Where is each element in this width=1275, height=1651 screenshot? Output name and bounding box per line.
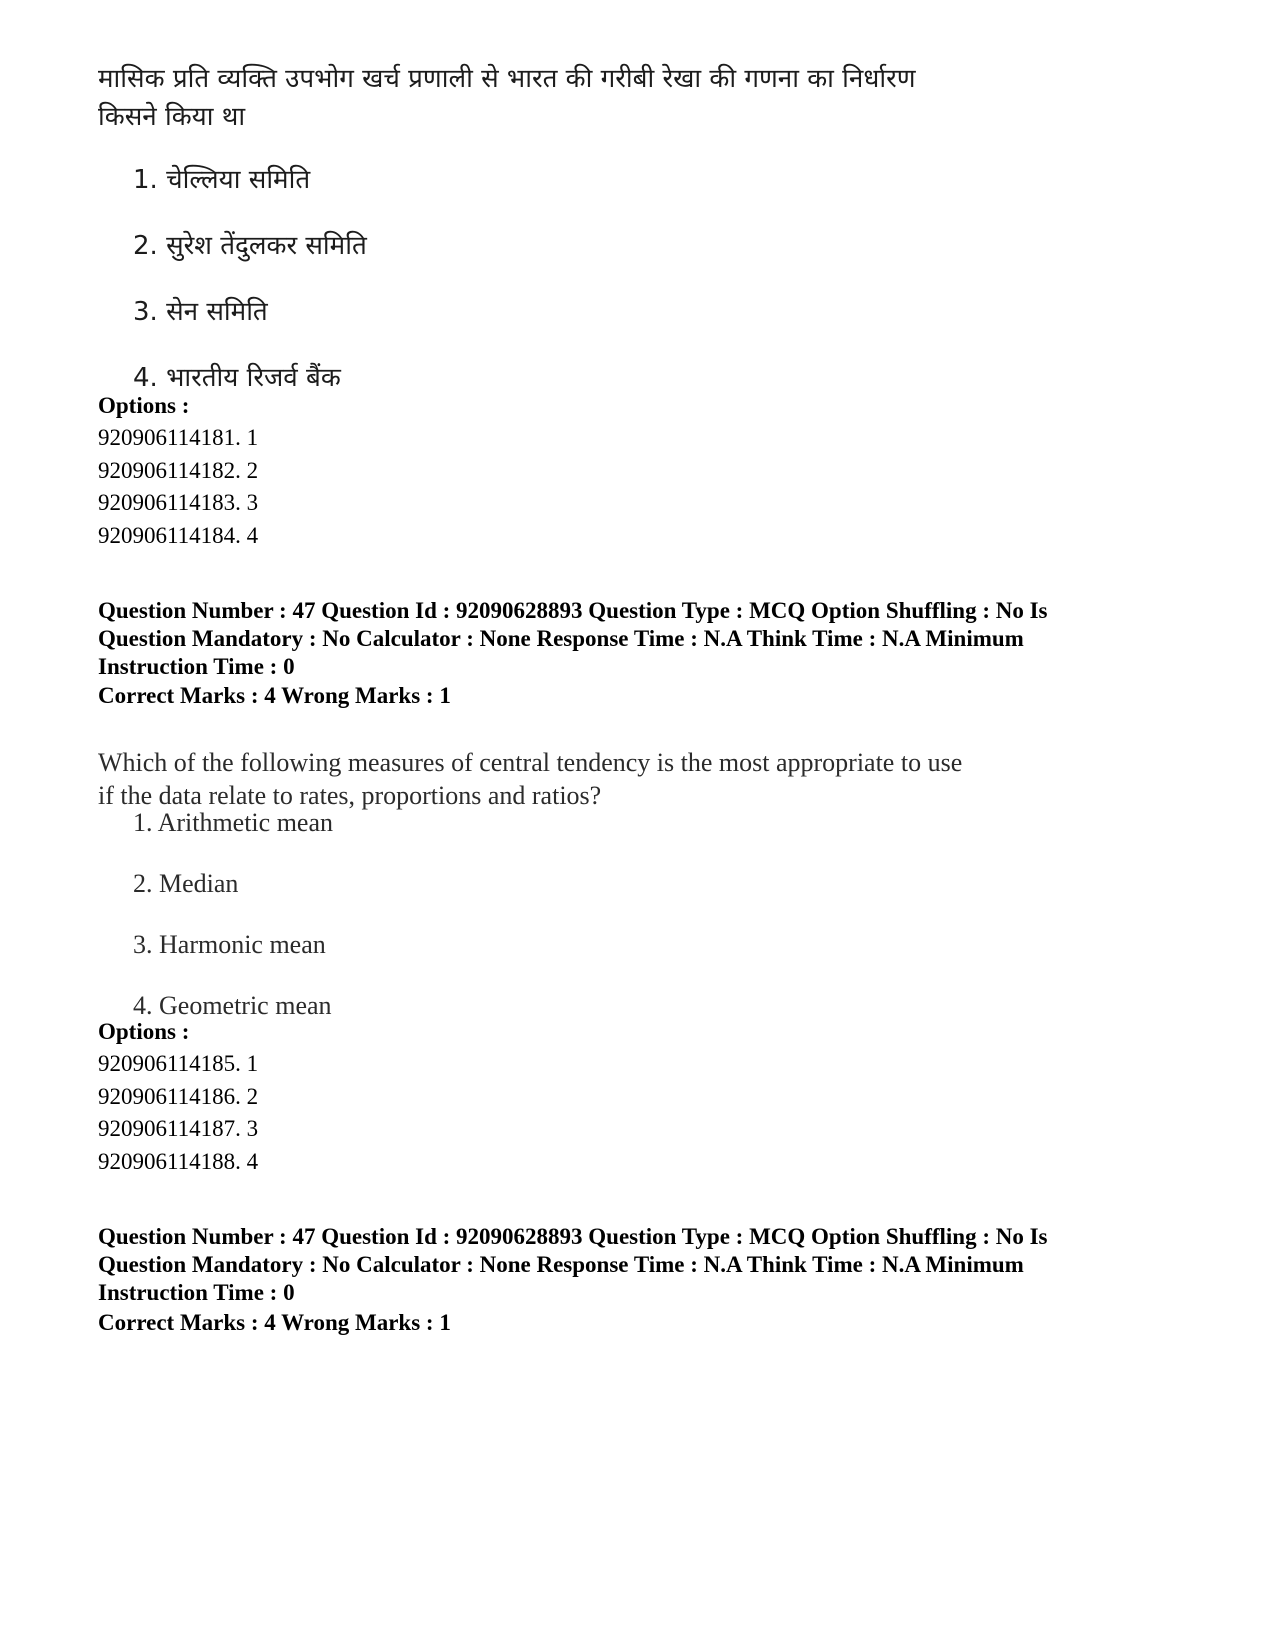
english-question-text [98, 746, 962, 812]
option-row: 920906114181. 1 [98, 425, 259, 450]
metadata-line: Instruction Time : 0 [98, 654, 295, 679]
metadata-line: Instruction Time : 0 [98, 1280, 295, 1305]
question-line: किसने किया था [98, 102, 246, 132]
metadata-line: Question Mandatory : No Calculator : None Response Time : N.A Think Time : N.A Minimum [98, 1252, 1024, 1277]
metadata-line: Question Number : 47 Question Id : 92090628893 Question Type : MCQ Option Shuffling : No Is [98, 1224, 1048, 1249]
options-heading: Options : [98, 393, 190, 418]
hindi-question-text [98, 60, 1078, 136]
choice-item: 3. सेन समिति [133, 297, 268, 327]
question-line: if the data relate to rates, proportions and ratios? [98, 781, 602, 810]
question-metadata [98, 597, 1188, 681]
choice-item: 3. Harmonic mean [133, 930, 326, 959]
metadata-line: Question Mandatory : No Calculator : None Response Time : N.A Think Time : N.A Minimum [98, 626, 1024, 651]
marks-line: Correct Marks : 4 Wrong Marks : 1 [98, 683, 451, 708]
choice-item: 2. सुरेश तेंदुलकर समिति [133, 231, 367, 261]
question-line: Which of the following measures of central tendency is the most appropriate to use [98, 748, 963, 777]
choice-item: 2. Median [133, 869, 239, 898]
option-row: 920906114187. 3 [98, 1116, 259, 1141]
marks-line: Correct Marks : 4 Wrong Marks : 1 [98, 1310, 451, 1335]
option-row: 920906114185. 1 [98, 1051, 259, 1076]
question-metadata [98, 1223, 1188, 1307]
choice-item: 4. भारतीय रिजर्व बैंक [133, 363, 341, 393]
choice-item: 1. चेल्लिया समिति [133, 165, 311, 195]
option-row: 920906114182. 2 [98, 458, 259, 483]
option-row: 920906114188. 4 [98, 1149, 259, 1174]
options-heading: Options : [98, 1019, 190, 1044]
option-row: 920906114186. 2 [98, 1084, 259, 1109]
option-row: 920906114184. 4 [98, 523, 259, 548]
option-row: 920906114183. 3 [98, 490, 259, 515]
choice-item: 4. Geometric mean [133, 991, 332, 1020]
metadata-line: Question Number : 47 Question Id : 92090628893 Question Type : MCQ Option Shuffling : No Is [98, 598, 1048, 623]
question-line: मासिक प्रति व्यक्ति उपभोग खर्च प्रणाली से भारत की गरीबी रेखा की गणना का निर्धारण [98, 64, 916, 94]
choice-item: 1. Arithmetic mean [133, 808, 334, 837]
